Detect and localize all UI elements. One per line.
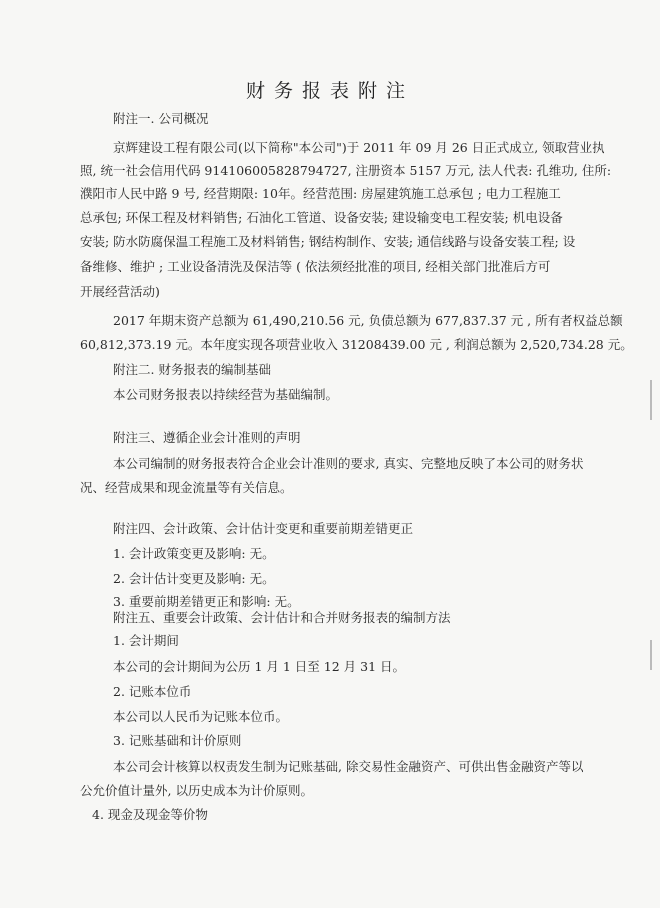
scan-edge-mark — [650, 380, 652, 420]
note-1-heading: 附注一. 公司概况 — [113, 111, 209, 126]
note-5-heading: 附注五、重要会计政策、会计估计和合并财务报表的编制方法 — [113, 610, 451, 625]
note-4-item: 1. 会计政策变更及影响: 无。 — [113, 546, 275, 561]
financial-summary-line: 60,812,373.19 元。本年度实现各项营业收入 31208439.00 元 , 利润总额为 2,520,734.28 元。 — [80, 337, 633, 352]
note-5-body: 本公司会计核算以权责发生制为记账基础, 除交易性金融资产、可供出售金融资产等以 — [113, 759, 584, 774]
note-5-item: 3. 记账基础和计价原则 — [113, 733, 242, 748]
company-overview-line: 濮阳市人民中路 9 号, 经营期限: 10年。经营范围: 房屋建筑施工总承包 ; 电力工程施工 — [80, 186, 561, 201]
note-2-body: 本公司财务报表以持续经营为基础编制。 — [113, 387, 339, 402]
note-3-body: 本公司编制的财务报表符合企业会计准则的要求, 真实、完整地反映了本公司的财务状 — [113, 456, 584, 471]
note-2-heading: 附注二. 财务报表的编制基础 — [113, 362, 271, 377]
company-overview-line: 照, 统一社会信用代码 914106005828794727, 注册资本 5157 万元, 法人代表: 孔维功, 住所: — [80, 163, 612, 178]
note-5-body: 公允价值计量外, 以历史成本为计价原则。 — [80, 783, 313, 798]
company-overview-line: 备维修、维护 ; 工业设备清洗及保洁等 ( 依法须经批准的项目, 经相关部门批准后方可 — [80, 259, 551, 274]
note-4-item: 3. 重要前期差错更正和影响: 无。 — [113, 594, 300, 609]
company-overview-line: 总承包; 环保工程及材料销售; 石油化工管道、设备安装; 建设输变电工程安装; 机电设备 — [80, 210, 563, 225]
company-overview-line: 京辉建设工程有限公司(以下简称"本公司")于 2011 年 09 月 26 日正式成立, 领取营业执 — [113, 140, 605, 155]
company-overview-line: 安装; 防水防腐保温工程施工及材料销售; 钢结构制作、安装; 通信线路与设备安装工程; 设 — [80, 234, 576, 249]
note-5-item: 4. 现金及现金等价物 — [92, 807, 208, 822]
scan-edge-mark — [650, 640, 652, 670]
company-overview-line: 开展经营活动) — [80, 284, 160, 299]
note-5-body: 本公司以人民币为记账本位币。 — [113, 709, 289, 724]
note-5-body: 本公司的会计期间为公历 1 月 1 日至 12 月 31 日。 — [113, 659, 406, 674]
note-5-item: 1. 会计期间 — [113, 633, 179, 648]
note-4-heading: 附注四、会计政策、会计估计变更和重要前期差错更正 — [113, 521, 414, 536]
note-5-item: 2. 记账本位币 — [113, 684, 192, 699]
note-4-item: 2. 会计估计变更及影响: 无。 — [113, 571, 275, 586]
note-3-body: 况、经营成果和现金流量等有关信息。 — [80, 480, 293, 495]
note-3-heading: 附注三、遵循企业会计准则的声明 — [113, 430, 301, 445]
page-title: 财务报表附注 — [245, 80, 414, 102]
financial-summary-line: 2017 年期末资产总额为 61,490,210.56 元, 负债总额为 677,837.37 元 , 所有者权益总额 — [113, 313, 623, 328]
